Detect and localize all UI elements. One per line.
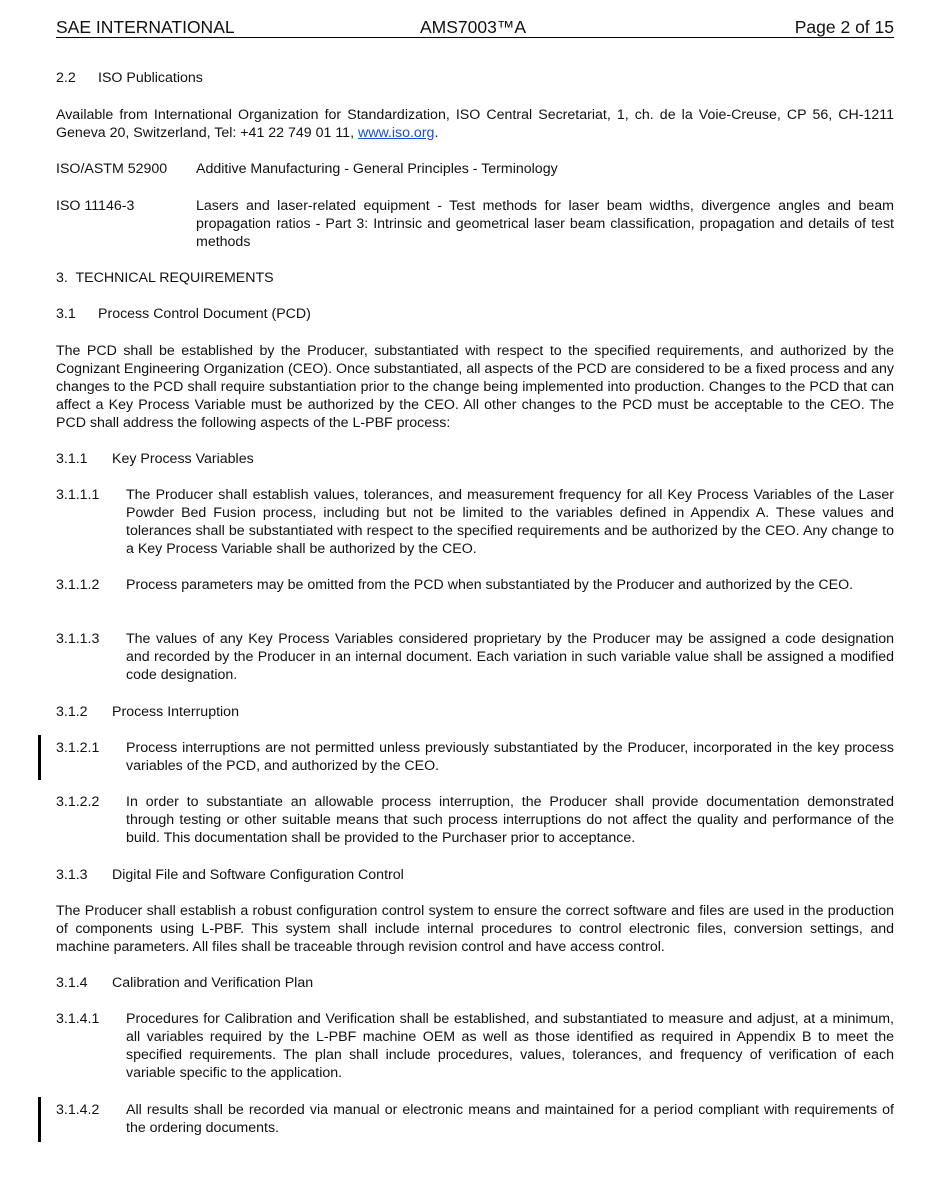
section-title: Digital File and Software Configuration Control <box>112 867 404 883</box>
section-3-1-3-body: The Producer shall establish a robust configuration control system to ensure the correct software and files are used in the production of components using L-PBF. This system shall include internal procedures to control electronic files, conversion settings, and machine parameters. All files shall be traceable through revision control and have access control. <box>56 903 894 955</box>
paragraph-number: 3.1.2.2 <box>56 794 100 810</box>
reference-description: Lasers and laser-related equipment - Test methods for laser beam widths, divergence angles and beam propagation ratios - Part 3: Intrinsic and geometrical laser beam classification, propagation and details of test methods <box>196 198 894 250</box>
iso-availability-paragraph: Available from International Organization for Standardization, ISO Central Secretariat, 1, ch. de la Voie-Creuse, CP 56, CH-1211 Geneva 20, Switzerland, Tel: +41 22 749 01 11, www.iso.org. <box>56 107 894 141</box>
paragraph-3-1-2-1 <box>56 739 894 775</box>
paragraph-3-1-1-2 <box>56 576 894 612</box>
paragraph-number: 3.1.2.1 <box>56 740 100 756</box>
change-bar <box>38 735 41 780</box>
section-3-1-heading <box>56 305 894 323</box>
section-title: Calibration and Verification Plan <box>112 975 314 991</box>
section-number: 3.1.1 <box>56 451 88 467</box>
header-org: SAE INTERNATIONAL <box>56 17 235 37</box>
section-title: Key Process Variables <box>112 451 254 467</box>
paragraph-number: 3.1.1.3 <box>56 631 100 647</box>
section-3-1-body: The PCD shall be established by the Producer, substantiated with respect to the specified requirements, and authorized by the Cognizant Engineering Organization (CEO). Once substantiated, all aspects of the PCD are considered to be a fixed process and any changes to the PCD shall require substantiation prior to the change being implemented into production. Changes to the PCD that can affect a Key Process Variable must be authorized by the CEO. All other changes to the PCD must be acceptable to the CEO. The PCD shall address the following aspects of the L-PBF process: <box>56 343 894 431</box>
header-page-number: Page 2 of 15 <box>794 17 894 37</box>
iso-website-link[interactable]: www.iso.org <box>357 125 435 141</box>
section-3-1-4-heading <box>56 974 894 992</box>
paragraph-text: Process parameters may be omitted from the PCD when substantiated by the Producer and authorized by the CEO. <box>126 577 854 593</box>
paragraph-text: In order to substantiate an allowable process interruption, the Producer shall provide documentation demonstrated through testing or other suitable means that such process interruptions do not affect the quality and performance of the build. This documentation shall be provided to the Purchaser prior to acceptance. <box>126 794 894 846</box>
section-number: 3. <box>56 270 68 286</box>
section-title: Process Control Document (PCD) <box>98 306 311 322</box>
paragraph-number: 3.1.1.2 <box>56 577 100 593</box>
paragraph-number: 3.1.1.1 <box>56 487 100 503</box>
section-3-1-3-heading <box>56 866 894 884</box>
section-number: 2.2 <box>56 70 76 86</box>
paragraph-3-1-4-1 <box>56 1010 894 1082</box>
reference-code: ISO/ASTM 52900 <box>56 161 168 177</box>
paragraph-3-1-2-2 <box>56 793 894 847</box>
paragraph-text: The Producer shall establish values, tolerances, and measurement frequency for all Key Process Variables of the Laser Powder Bed Fusion process, including but not be limited to the variables defined in Appendix A. These values and tolerances shall be substantiated with respect to the specified requirements and be authorized by the CEO. Any change to a Key Process Variable shall be authorized by the CEO. <box>126 487 894 557</box>
paragraph-text: The values of any Key Process Variables considered proprietary by the Producer may be assigned a code designation and recorded by the Producer in an internal document. Each variation in such variable value shall be assigned a modified code designation. <box>126 631 894 683</box>
change-bar <box>38 1097 41 1142</box>
reference-code: ISO 11146-3 <box>56 198 135 214</box>
section-number: 3.1.4 <box>56 975 88 991</box>
section-3-1-2-heading <box>56 703 894 721</box>
reference-description: Additive Manufacturing - General Principles - Terminology <box>196 161 558 177</box>
section-title: Process Interruption <box>112 704 239 720</box>
page-header <box>56 15 894 38</box>
section-3-1-1-heading <box>56 450 894 468</box>
section-number: 3.1.3 <box>56 867 88 883</box>
paragraph-number: 3.1.4.1 <box>56 1011 100 1027</box>
paragraph-3-1-1-3 <box>56 630 894 684</box>
reference-iso-11146-3 <box>56 197 894 251</box>
section-2-2-heading <box>56 69 894 87</box>
paragraph-text: All results shall be recorded via manual or electronic means and maintained for a period compliant with requirements of the ordering documents. <box>126 1102 894 1136</box>
section-title: TECHNICAL REQUIREMENTS <box>75 270 274 286</box>
section-3-heading <box>56 269 894 287</box>
section-number: 3.1 <box>56 306 76 322</box>
reference-iso-astm-52900 <box>56 160 894 178</box>
header-doc-number: AMS7003™A <box>420 17 527 37</box>
paragraph-text: Process interruptions are not permitted unless previously substantiated by the Producer, incorporated in the key process variables of the PCD, and authorized by the CEO. <box>126 740 894 774</box>
paragraph-text: Procedures for Calibration and Verification shall be established, and substantiated to measure and adjust, at a minimum, all variables required by the L-PBF machine OEM as well as those identified as required in Appendix B to meet the specified requirements. The plan shall include procedures, values, tolerances, and frequency of verification of each variable specific to the application. <box>126 1011 894 1081</box>
paragraph-3-1-4-2 <box>56 1101 894 1137</box>
section-number: 3.1.2 <box>56 704 88 720</box>
section-title: ISO Publications <box>98 70 203 86</box>
paragraph-3-1-1-1 <box>56 486 894 558</box>
paragraph-number: 3.1.4.2 <box>56 1102 100 1118</box>
